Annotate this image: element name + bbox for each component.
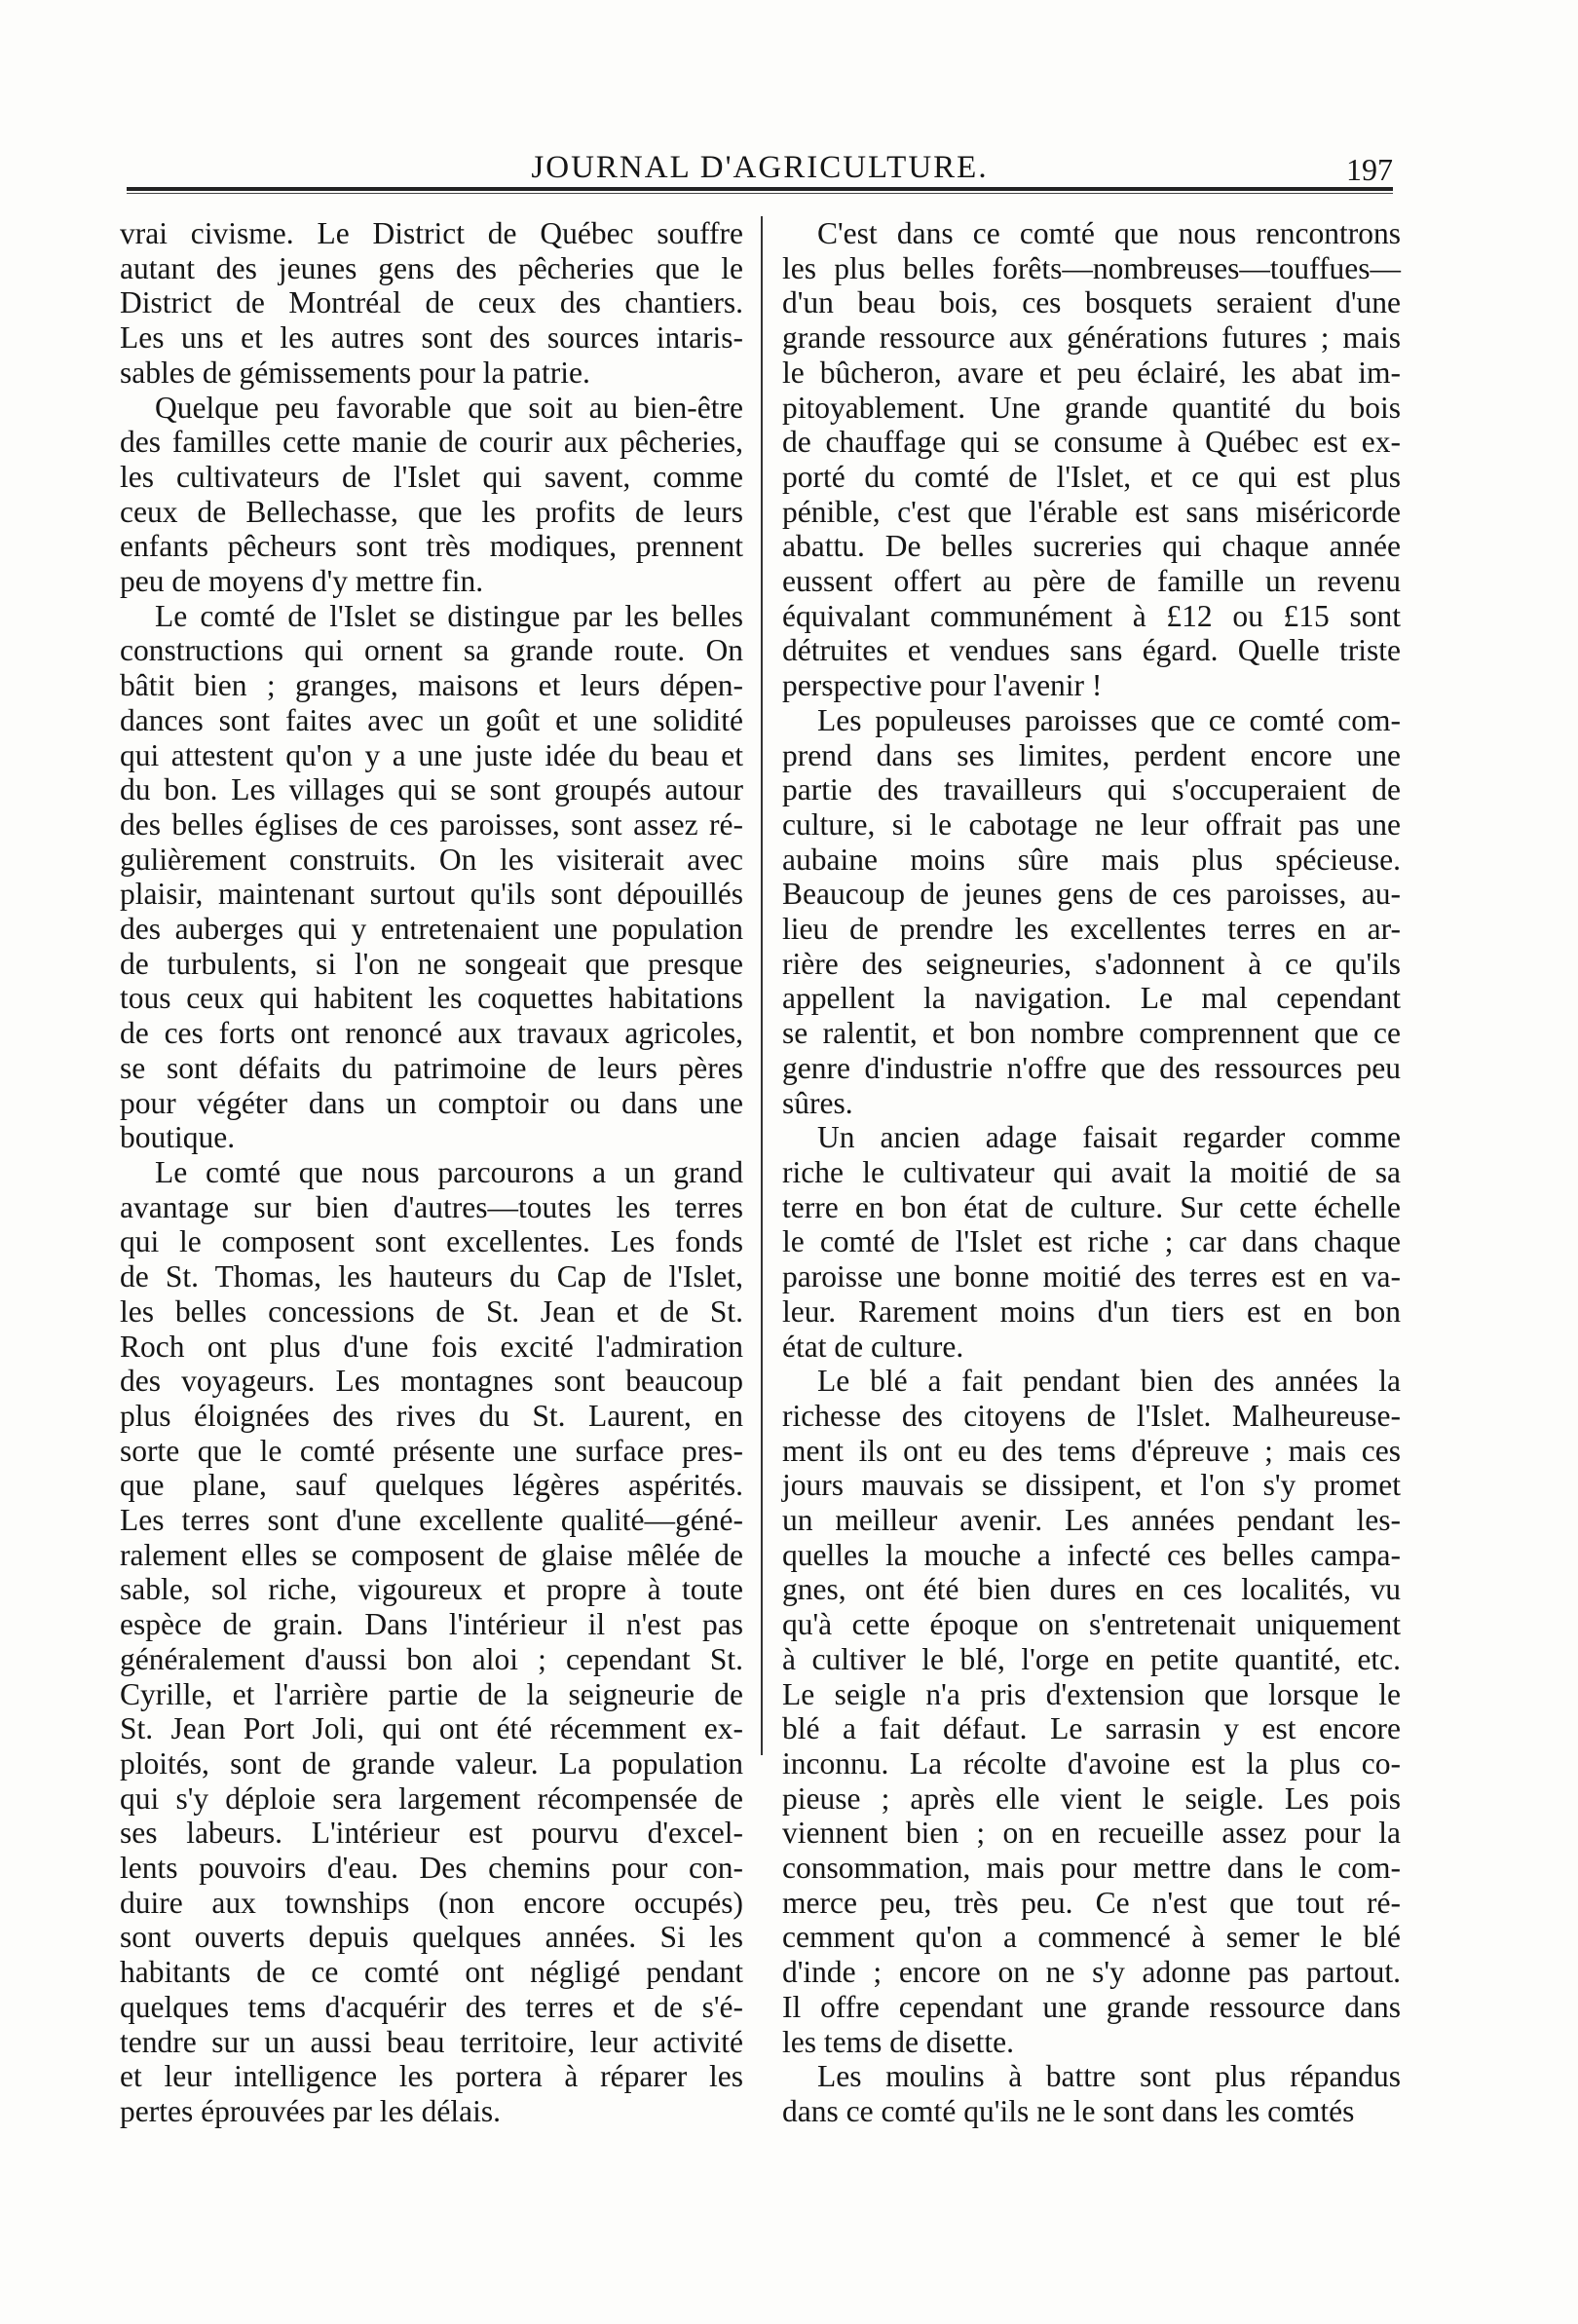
text-line: les plus belles forêts—nombreuses—touffues— [782,250,1401,285]
text-line: peu de moyens d'y mettre fin. [120,564,484,599]
text-line: aubaine moins sûre mais plus spécieuse. [782,842,1401,877]
text-line: eussent offert au père de famille un revenu [782,564,1401,599]
paragraph [782,1120,1401,1364]
text-line: se sont défaits du patrimoine de leurs pères [120,1050,743,1085]
text-line: terre en bon état de culture. Sur cette échelle [782,1189,1401,1224]
text-line: Le seigle n'a pris d'extension que lorsque le [782,1676,1401,1711]
text-line: partie des travailleurs qui s'occuperaient de [782,772,1401,807]
text-line: viennent bien ; on en recueille assez pour la [782,1816,1401,1851]
text-line: de turbulents, si l'on ne songeait que presque [120,946,743,981]
text-line: pitoyablement. Une grande quantité du bois [782,390,1401,425]
text-line: le bûcheron, avare et peu éclairé, les abat im- [782,355,1401,390]
text-line: plaisir, maintenant surtout qu'ils sont dépouillés [120,877,743,912]
text-line: vrai civisme. Le District de Québec souffre [120,216,743,250]
text-line: lents pouvoirs d'eau. Des chemins pour con- [120,1851,743,1886]
text-line: jours mauvais se dissipent, et l'on s'y promet [782,1468,1401,1503]
text-line: perspective pour l'avenir ! [782,668,1103,703]
text-line: Les uns et les autres sont des sources intaris- [120,320,743,356]
paragraph [782,2059,1401,2128]
text-line: riche le cultivateur qui avait la moitié de sa [782,1154,1401,1189]
text-line: District de Montréal de ceux des chantiers. [120,285,743,320]
text-line: de St. Thomas, les hauteurs du Cap de l'Islet, [120,1259,743,1294]
running-title: JOURNAL D'AGRICULTURE. [531,150,989,185]
text-line: boutique. [120,1120,236,1155]
text-line: état de culture. [782,1329,964,1364]
text-line: appellent la navigation. Le mal cependant [782,981,1401,1016]
text-line: rière des seigneuries, s'adonnent à ce qu'ils [782,946,1401,981]
header-rule [127,187,1393,191]
text-line: consommation, mais pour mettre dans le com- [782,1851,1401,1886]
text-line: quelques tems d'acquérir des terres et de s'é- [120,1989,743,2024]
right-column [782,216,1401,2129]
text-line: un meilleur avenir. Les années pendant les- [782,1503,1401,1538]
text-line: cemment qu'on a commencé à semer le blé [782,1920,1401,1955]
text-line: et leur intelligence les portera à réparer les [120,2059,743,2094]
text-line: Les populeuses paroisses que ce comté com- [817,702,1401,737]
text-line: Les terres sont d'une excellente qualité—géné- [120,1503,743,1538]
text-line: sont ouverts depuis quelques années. Si les [120,1920,743,1955]
text-line: Roch ont plus d'une fois excité l'admiration [120,1329,743,1364]
text-line: qui le composent sont excellentes. Les fonds [120,1224,743,1259]
text-line: Le blé a fait pendant bien des années la [817,1364,1401,1399]
text-line: genre d'industrie n'offre que des ressources peu [782,1050,1401,1085]
page-header [127,136,1393,185]
text-line: culture, si le cabotage ne leur offrait pas une [782,806,1401,842]
text-line: ses labeurs. L'intérieur est pourvu d'excel- [120,1816,743,1851]
text-line: grande ressource aux générations futures ; mais [782,320,1401,356]
text-line: pieuse ; après elle vient le seigle. Les pois [782,1780,1401,1816]
text-line: qu'à cette époque on s'entretenait uniquement [782,1607,1401,1642]
paragraph [120,391,743,599]
text-line: ploités, sont de grande valeur. La population [120,1745,743,1780]
text-line: généralement d'aussi bon aloi ; cependant St. [120,1641,743,1676]
paragraph [782,216,1401,703]
text-line: ceux de Bellechasse, que les profits de leurs [120,494,743,529]
text-line: dances sont faites avec un goût et une solidité [120,702,743,737]
text-line: de chauffage qui se consume à Québec est ex- [782,425,1401,460]
text-line: merce peu, très peu. Ce n'est que tout ré- [782,1885,1401,1920]
text-line: blé a fait défaut. Le sarrasin y est encore [782,1711,1401,1746]
text-line: tendre sur un aussi beau territoire, leur activité [120,2024,743,2059]
text-line: porté du comté de l'Islet, et ce qui est plus [782,459,1401,494]
text-line: plus éloignées des rives du St. Laurent, en [120,1398,743,1433]
text-line: qui attestent qu'on y a une juste idée du beau et [120,737,743,772]
text-line: Beaucoup de jeunes gens de ces paroisses, au- [782,877,1401,912]
text-line: lieu de prendre les excellentes terres en ar- [782,912,1401,947]
text-line: pénible, c'est que l'érable est sans miséricorde [782,494,1401,529]
text-line: paroisse une bonne moitié des terres est en va- [782,1259,1401,1294]
text-line: du bon. Les villages qui se sont groupés autour [120,772,743,807]
text-line: les belles concessions de St. Jean et de St. [120,1293,743,1329]
paragraph [782,703,1401,1120]
text-line: Quelque peu favorable que soit au bien-être [155,390,743,425]
text-line: des auberges qui y entretenaient une population [120,912,743,947]
text-line: dans ce comté qu'ils ne le sont dans les comtés [782,2093,1355,2128]
text-line: sables de gémissements pour la patrie. [120,355,590,390]
text-line: gnes, ont été bien dures en ces localités, vu [782,1572,1401,1607]
text-line: espèce de grain. Dans l'intérieur il n'est pas [120,1607,743,1642]
text-line: se ralentit, et bon nombre comprennent que ce [782,1016,1401,1051]
text-line: gulièrement construits. On les visiterait avec [120,842,743,877]
text-line: pertes éprouvées par les délais. [120,2093,501,2128]
text-line: prend dans ses limites, perdent encore une [782,737,1401,772]
text-line: Cyrille, et l'arrière partie de la seigneurie de [120,1676,743,1711]
text-line: habitants de ce comté ont négligé pendant [120,1955,743,1990]
text-line: Le comté de l'Islet se distingue par les belles [155,598,743,633]
text-line: les cultivateurs de l'Islet qui savent, comme [120,459,743,494]
text-line: qui s'y déploie sera largement récompensée de [120,1780,743,1816]
text-line: leur. Rarement moins d'un tiers est en bon [782,1293,1401,1329]
text-line: à cultiver le blé, l'orge en petite quantité, etc. [782,1641,1401,1676]
text-line: inconnu. La récolte d'avoine est la plus co- [782,1745,1401,1780]
text-line: avantage sur bien d'autres—toutes les terres [120,1189,743,1224]
text-line: pour végéter dans un comptoir ou dans une [120,1085,743,1120]
column-divider [761,216,763,1755]
text-line: des voyageurs. Les montagnes sont beaucoup [120,1364,743,1399]
text-line: ralement elles se composent de glaise mêlée de [120,1537,743,1572]
text-line: Il offre cependant une grande ressource dans [782,1989,1401,2024]
text-line: que plane, sauf quelques légères aspérités. [120,1468,743,1503]
text-line: enfants pêcheurs sont très modiques, prennent [120,529,743,564]
text-line: abattu. De belles sucreries qui chaque année [782,529,1401,564]
text-line: sable, sol riche, vigoureux et propre à toute [120,1572,743,1607]
text-line: équivalant communément à £12 ou £15 sont [782,598,1401,633]
paragraph [120,599,743,1155]
text-line: d'inde ; encore on ne s'y adonne pas partout. [782,1955,1401,1990]
text-line: Les moulins à battre sont plus répandus [817,2059,1401,2094]
text-line: bâtit bien ; granges, maisons et leurs dépen- [120,668,743,703]
text-line: détruites et vendues sans égard. Quelle triste [782,633,1401,668]
text-line: ment ils ont eu des tems d'épreuve ; mais ces [782,1433,1401,1468]
text-line: des belles églises de ces paroisses, sont assez ré- [120,806,743,842]
text-line: sûres. [782,1085,853,1120]
paragraph [782,1364,1401,2059]
text-line: C'est dans ce comté que nous rencontrons [817,216,1401,250]
text-line: d'un beau bois, ces bosquets seraient d'une [782,285,1401,320]
text-line: quelles la mouche a infecté ces belles campa- [782,1537,1401,1572]
left-column [120,216,743,2129]
text-line: St. Jean Port Joli, qui ont été récemment ex- [120,1711,743,1746]
text-line: le comté de l'Islet est riche ; car dans chaque [782,1224,1401,1259]
paragraph [120,216,743,391]
text-line: duire aux townships (non encore occupés) [120,1885,743,1920]
page-number: 197 [1346,152,1393,187]
text-line: richesse des citoyens de l'Islet. Malheureuse- [782,1398,1401,1433]
text-line: les tems de disette. [782,2024,1014,2059]
text-line: des familles cette manie de courir aux pêcheries, [120,425,743,460]
text-line: sorte que le comté présente une surface pres- [120,1433,743,1468]
text-line: autant des jeunes gens des pêcheries que le [120,250,743,285]
header-rule-thin [127,193,1393,194]
text-line: Un ancien adage faisait regarder comme [817,1120,1401,1155]
text-line: tous ceux qui habitent les coquettes habitations [120,981,743,1016]
text-line: Le comté que nous parcourons a un grand [155,1154,743,1189]
text-line: de ces forts ont renoncé aux travaux agricoles, [120,1016,743,1051]
text-line: constructions qui ornent sa grande route. On [120,633,743,668]
paragraph [120,1155,743,2129]
